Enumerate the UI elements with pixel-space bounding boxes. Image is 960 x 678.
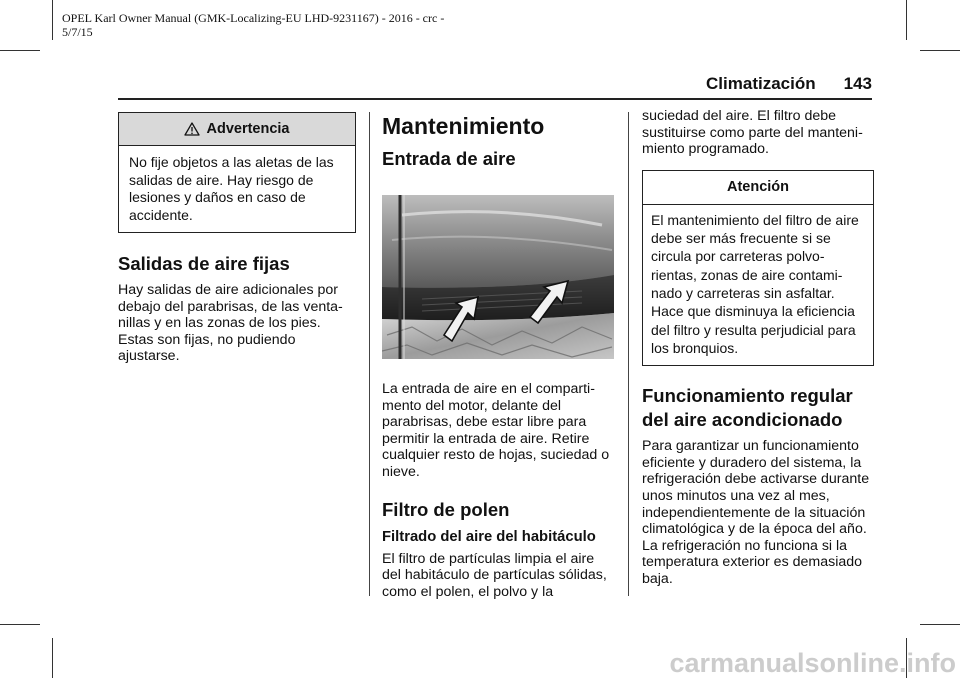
page-number: 143	[843, 74, 872, 93]
section-title: Climatización	[706, 74, 816, 93]
body-paragraph: El filtro de partículas limpia el aire del habitáculo de partículas sólidas, como el polen, el polvo y la	[382, 550, 607, 600]
section-heading: Salidas de aire fijas	[118, 253, 290, 274]
section-heading: Filtro de polen	[382, 498, 510, 520]
section-heading: Entrada de aire	[382, 148, 516, 169]
notice-text: El mantenimiento del filtro de aire debe ser más frecuente si se circula por carreteras polvo-rientas, zonas de aire contami-nado y carreteras sin asfaltar. Hace que disminuya la eficiencia del filtro y resulta perjudicial para los bronquios.	[651, 211, 859, 356]
warning-text: No fije objetos a las aletas de las salidas de aire. Hay riesgo de lesiones y daños en caso de accidente.	[129, 154, 334, 223]
watermark-text: carmanualsonline.info	[669, 648, 956, 678]
meta-line-1: OPEL Karl Owner Manual (GMK-Localizing-EU LHD-9231167) - 2016 - crc -	[62, 11, 445, 25]
body-paragraph: Hay salidas de aire adicionales por debajo del parabrisas, de las venta-nillas y en las zonas de los pies. Estas son fijas, no pudiendo ajustarse.	[118, 282, 343, 365]
warning-title: Advertencia	[206, 120, 290, 137]
chapter-heading: Mantenimiento	[382, 113, 545, 139]
meta-line-2: 5/7/15	[62, 25, 93, 39]
subsection-heading: Filtrado del aire del habitáculo	[382, 528, 596, 545]
body-paragraph: Para garantizar un funcionamiento eficiente y duradero del sistema, la refrigeración debe activarse durante unos minutos una vez al mes, independientemente de la situación climatológica y de la época del año. La refrigeración no funciona si la temperatura exterior es demasiado baja.	[642, 438, 870, 587]
section-heading: Funcionamiento regular del aire acondicionado	[642, 385, 853, 431]
body-paragraph: La entrada de aire en el comparti-mento del motor, delante del parabrisas, debe estar libre para permitir la entrada de aire. Retire cualquier resto de hojas, suciedad o nieve.	[382, 381, 610, 480]
notice-title: Atención	[643, 171, 873, 205]
body-paragraph: suciedad del aire. El filtro debe sustituirse como parte del manteni-miento programado.	[642, 108, 863, 158]
